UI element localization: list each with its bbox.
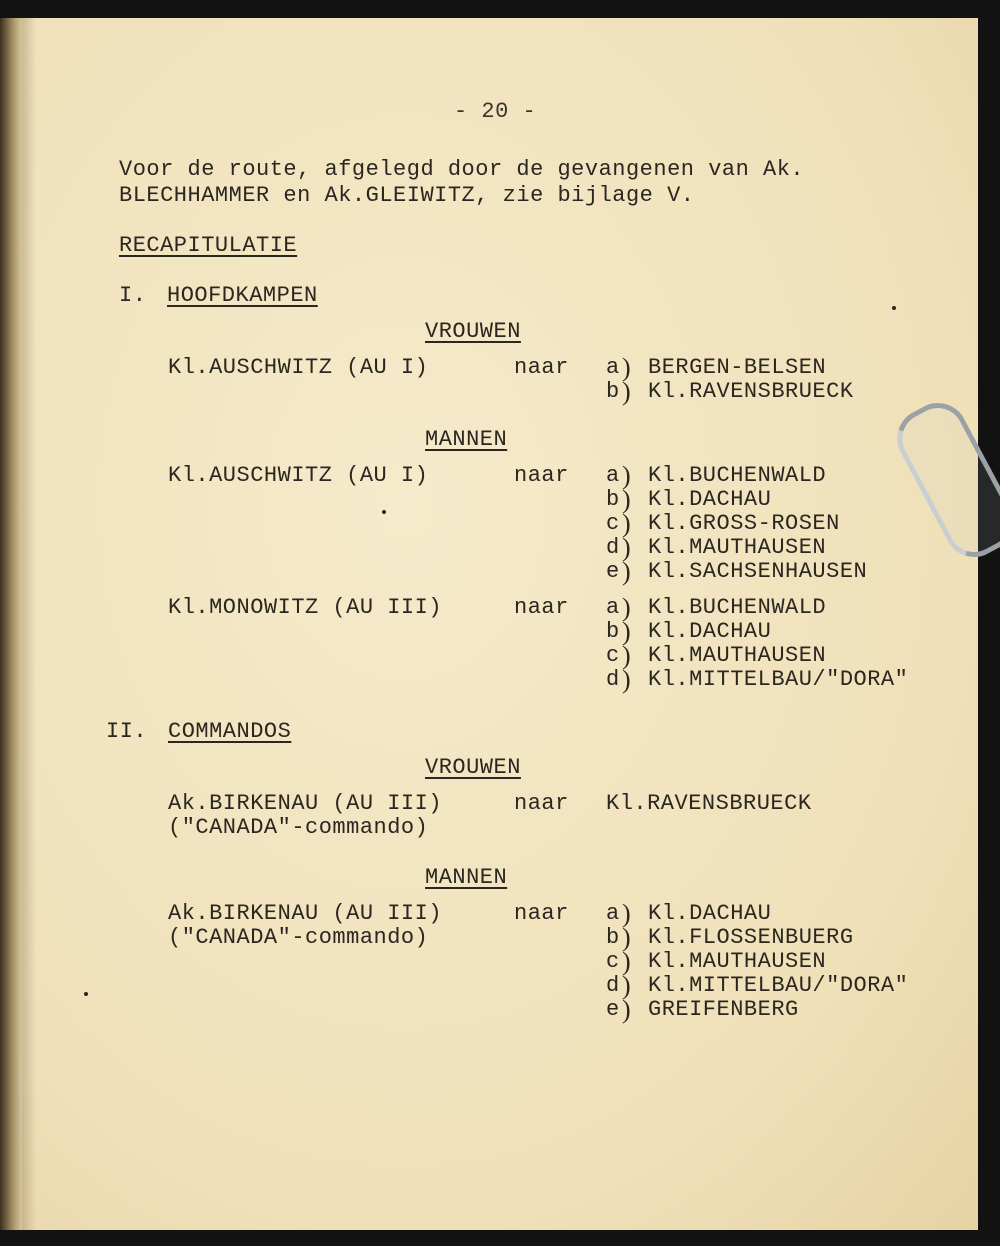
dest-letter: a [606,463,620,488]
brace-mark: ) [622,899,631,928]
brace-mark: ) [622,353,631,382]
dest-name: Kl.MAUTHAUSEN [648,643,827,668]
intro-line-1: Voor de route, afgelegd door de gevangenen van Ak. [119,157,805,182]
s2-men-commando: ("CANADA"-commando) [168,925,429,950]
s2-women-commando: ("CANADA"-commando) [168,815,429,840]
dest-name: Kl.MAUTHAUSEN [648,535,827,560]
section-2-title: COMMANDOS [168,719,292,744]
dest-name: Kl.BUCHENWALD [648,463,827,488]
book-spine-edge [0,18,22,1230]
s1-women-camp: Kl.AUSCHWITZ (AU I) [168,355,429,380]
dest-name: Kl.MITTELBAU/"DORA" [648,667,909,692]
ink-speck [382,510,386,514]
brace-mark: ) [622,377,631,406]
dest-name: Kl.DACHAU [648,619,772,644]
brace-mark: ) [622,665,631,694]
section-1-women-label: VROUWEN [425,319,521,344]
dest-name: Kl.GROSS-ROSEN [648,511,840,536]
dest-letter: d [606,667,620,692]
recapitulation-heading: RECAPITULATIE [119,233,298,258]
brace-mark: ) [622,461,631,490]
dest-name: Kl.MAUTHAUSEN [648,949,827,974]
section-1-title: HOOFDKAMPEN [167,283,318,308]
section-1-numeral: I. [119,283,147,308]
intro-line-2: BLECHHAMMER en Ak.GLEIWITZ, zie bijlage V. [119,183,695,208]
brace-mark: ) [622,533,631,562]
brace-mark: ) [622,641,631,670]
dest-letter: a [606,901,620,926]
s1-men-camp-2: Kl.MONOWITZ (AU III) [168,595,443,620]
page-number: - 20 - [454,99,537,124]
brace-mark: ) [622,947,631,976]
s2-men-camp: Ak.BIRKENAU (AU III) [168,901,443,926]
dest-letter: c [606,949,620,974]
s1-women-naar: naar [514,355,569,380]
brace-mark: ) [622,509,631,538]
s1-women-dest-a-letter: a [606,355,620,380]
brace-mark: ) [622,593,631,622]
brace-mark: ) [622,557,631,586]
gutter-shadow [22,18,36,1230]
s2-women-naar: naar [514,791,569,816]
s2-women-camp: Ak.BIRKENAU (AU III) [168,791,443,816]
s2-men-naar: naar [514,901,569,926]
s1-women-dest-b-letter: b [606,379,620,404]
document-page [22,18,978,1230]
dest-name: Kl.SACHSENHAUSEN [648,559,868,584]
brace-mark: ) [622,923,631,952]
brace-mark: ) [622,617,631,646]
dest-letter: d [606,535,620,560]
brace-mark: ) [622,995,631,1024]
section-2-numeral: II. [106,719,148,744]
dest-name: Kl.DACHAU [648,487,772,512]
section-1-men-label: MANNEN [425,427,508,452]
dest-name: GREIFENBERG [648,997,799,1022]
dest-letter: c [606,643,620,668]
brace-mark: ) [622,485,631,514]
s1-women-dest-a: BERGEN-BELSEN [648,355,827,380]
dest-letter: e [606,559,620,584]
dest-letter: d [606,973,620,998]
brace-mark: ) [622,971,631,1000]
dest-name: Kl.FLOSSENBUERG [648,925,854,950]
s2-women-destination: Kl.RAVENSBRUECK [606,791,812,816]
section-2-men-label: MANNEN [425,865,508,890]
dest-letter: a [606,595,620,620]
ink-speck [892,306,896,310]
dest-letter: b [606,487,620,512]
s1-men-naar-1: naar [514,463,569,488]
section-2-women-label: VROUWEN [425,755,521,780]
ink-speck [84,992,88,996]
dest-letter: b [606,619,620,644]
dest-letter: b [606,925,620,950]
s1-men-naar-2: naar [514,595,569,620]
dest-name: Kl.BUCHENWALD [648,595,827,620]
dest-name: Kl.DACHAU [648,901,772,926]
dest-letter: e [606,997,620,1022]
s1-women-dest-b: Kl.RAVENSBRUECK [648,379,854,404]
dest-name: Kl.MITTELBAU/"DORA" [648,973,909,998]
dest-letter: c [606,511,620,536]
s1-men-camp-1: Kl.AUSCHWITZ (AU I) [168,463,429,488]
